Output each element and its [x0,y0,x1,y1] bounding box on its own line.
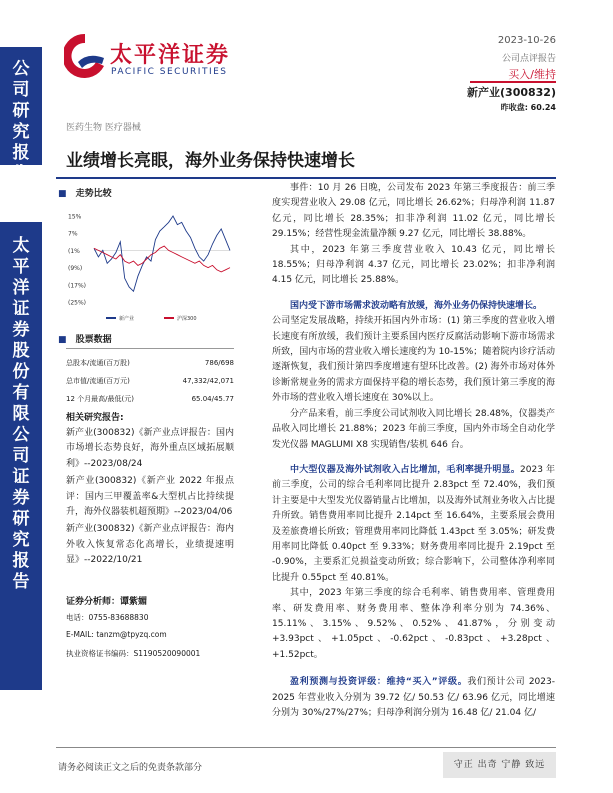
left-column [58,186,238,199]
forecast-paragraph [272,675,555,721]
forecast-text: 我们预计公司 2023-2025 年营业收入分别为 39.72 亿/ 50.53 亿/ 63.96 亿元，同比增速分别为 30%/27%/27%；归母净利润分别为 16.48 亿/ 21.04 亿/ [272,677,555,718]
stock-heading-text: 股票数据 [75,335,112,345]
bullet-icon: ■ [58,335,67,345]
stock-table [66,354,234,408]
report-date: 2023-10-26 [497,35,556,46]
y-tick-label: 7% [68,230,78,238]
title-rule [56,177,556,179]
section-heading-margin: 中大型仪器及海外试剂收入占比增加，毛利率提升明显。 [290,464,521,475]
logo-english-name: PACIFIC SECURITIES [111,67,228,77]
sidebar-top-label: 公司研究报告 [12,59,30,184]
related-report-item[interactable]: 新产业(300832)《新产业点评报告：海内外收入恢复常态化高增长，业绩提速明显》--2022/10/21 [66,524,234,566]
stock-row-value: 47,332/42,071 [182,377,234,385]
footer-rule [56,747,556,748]
section-heading-domestic: 国内受下游市场需求波动略有放缓，海外业务仍保持快速增长。 [290,300,543,311]
product-paragraph: 分产品来看，前三季度公司试剂收入同比增长 28.48%，仪器类产品收入同比增长 21.88%；2023 年前三季度，国内外市场全自动化学发光仪器 MAGLUMI X8 实现销售/装机 646 台。 [272,408,555,450]
strategy-paragraph: 公司坚定发展战略，持续开拓国内外市场：(1) 第三季度的营业收入增长速度有所放缓，我们预计主要系国内医疗反腐活动影响下游市场需求所致，国内市场的营业收入增长速度约为 10-15%；随着院内诊疗活动逐渐恢复，我们预计第四季度增速有望环比改善。(2) 海外市场对体外诊断常规业务的需求方面保持平稳的增长态势，我们预计第三季度的海外市场的营业收入增长速度在 30%以上。 [272,316,555,404]
stock-row-label: 总市值/流通(百万元) [66,377,130,385]
sidebar-top-band [0,47,42,184]
series-line-0 [94,216,230,291]
margin-paragraph [272,463,555,586]
rating-badge: 买入/维持 [508,68,556,81]
close-price: 昨收盘: 60.24 [500,103,556,112]
q3-ratio-paragraph: 其中，2023 年第三季度的综合毛利率、销售费用率、管理费用率、研发费用率、财务费用率、整体净利率分别为 74.36%、15.11%、3.15%、9.52%、0.52%、41.87%，分别变动+3.93pct、+1.05pct、-0.62pct、-0.83pct、+3.28pct、+1.52pct。 [272,588,555,660]
analyst-phone: 电话：0755-83688830 [66,613,149,622]
y-tick-label: (25%) [68,299,87,307]
chart-heading-text: 走势比较 [75,189,112,199]
stock-row-label: 12 个月最高/最低(元) [66,395,134,403]
section-heading-forecast: 盈利预测与投资评级：维持“买入”评级。 [290,677,468,688]
event-paragraph: 事件：10 月 26 日晚，公司发布 2023 年第三季度报告：前三季度实现营业收入 29.08 亿元，同比增长 26.62%；归母净利润 11.87 亿元，同比增长 28.35%；扣非净利润 11.02 亿元，同比增长 29.15%；经营性现金流量净额 9.27 亿元，同比增长 38.88%。 [272,183,555,240]
table-row [66,354,234,372]
analyst-email[interactable]: E-MAIL: tanzm@tpyzq.com [66,630,167,639]
company-ticker: 新产业(300832) [467,86,556,99]
stock-row-label: 总股本/流通(百万股) [66,359,130,367]
logo-emblem-icon [64,32,106,80]
y-tick-label: (9%) [68,265,83,273]
analyst-cert: 执业资格证书编码：S1190520090001 [66,649,201,658]
related-reports [66,410,234,569]
margin-text: 2023 年前三季度，公司的综合毛利率同比提升 2.83pct 至 72.40%，我们预计主要是中大型发光仪器销量占比增加，以及海外试剂业务收入占比提升所致。销售费用率同比提升 2.14pct 至 16.64%，主要系展会费用及差旅费增长所致；管理费用率同比降低 1.43pct 至 3.05%；研发费用率同比降低 0.40pct 至 9.33%；财务费用率同比提升 2.19pct 至 -0.90%，主要系汇兑损益变动所致；综合影响下，公司整体净利率同比提升 0.55pct 至 40.81%。 [272,464,555,583]
report-type: 公司点评报告 [501,54,556,64]
bullet-icon: ■ [58,189,67,199]
table-row [66,390,234,408]
related-heading: 相关研究报告: [66,413,124,423]
legend-label: 新产业 [119,316,135,322]
legend-label: 沪深300 [177,316,197,322]
disclaimer-text: 请务必阅读正文之后的免责条款部分 [58,763,203,773]
header-red-rule [470,81,556,83]
table-row [66,372,234,390]
y-tick-label: (1% [68,247,80,255]
chart-heading [58,186,238,199]
logo-chinese-name: 太平洋证券 [110,43,231,68]
y-tick-label: (17%) [68,282,87,290]
page-title: 业绩增长亮眼，海外业务保持快速增长 [66,151,355,171]
trend-chart [66,210,236,328]
stock-rule [66,348,234,349]
related-report-item[interactable]: 新产业(300832)《新产业点评报告：国内市场增长态势良好，海外重点区域拓展顺利》--2023/08/24 [66,428,234,469]
q3-paragraph: 其中，2023 年第三季度营业收入 10.43 亿元，同比增长 18.55%；归母净利润 4.37 亿元，同比增长 23.02%；扣非净利润 4.15 亿元，同比增长 25.88%。 [272,244,555,286]
analyst-heading: 证券分析师：谭紫媚 [66,597,148,607]
related-report-item[interactable]: 新产业(300832)《新产业 2022 年报点评：国内三甲覆盖率&大型机占比持续提升，海外仪器装机超预期》--2023/04/06 [66,476,234,518]
industry-tag: 医药生物 医疗器械 [66,123,141,133]
company-logo [64,32,264,82]
stock-heading [58,332,238,345]
main-body [272,181,555,721]
stock-row-value: 786/698 [204,359,234,367]
sidebar-bottom-label: 太平洋证券股份有限公司证券研究报告 [12,236,30,592]
sidebar-bottom-band [0,222,42,690]
stock-row-value: 65.04/45.77 [191,395,234,403]
motto-text: 守正 出奇 宁静 致远 [453,760,546,770]
trend-chart-svg [66,210,236,328]
y-tick-label: 15% [68,213,82,221]
motto-box [443,752,556,778]
analyst-info [66,594,246,666]
